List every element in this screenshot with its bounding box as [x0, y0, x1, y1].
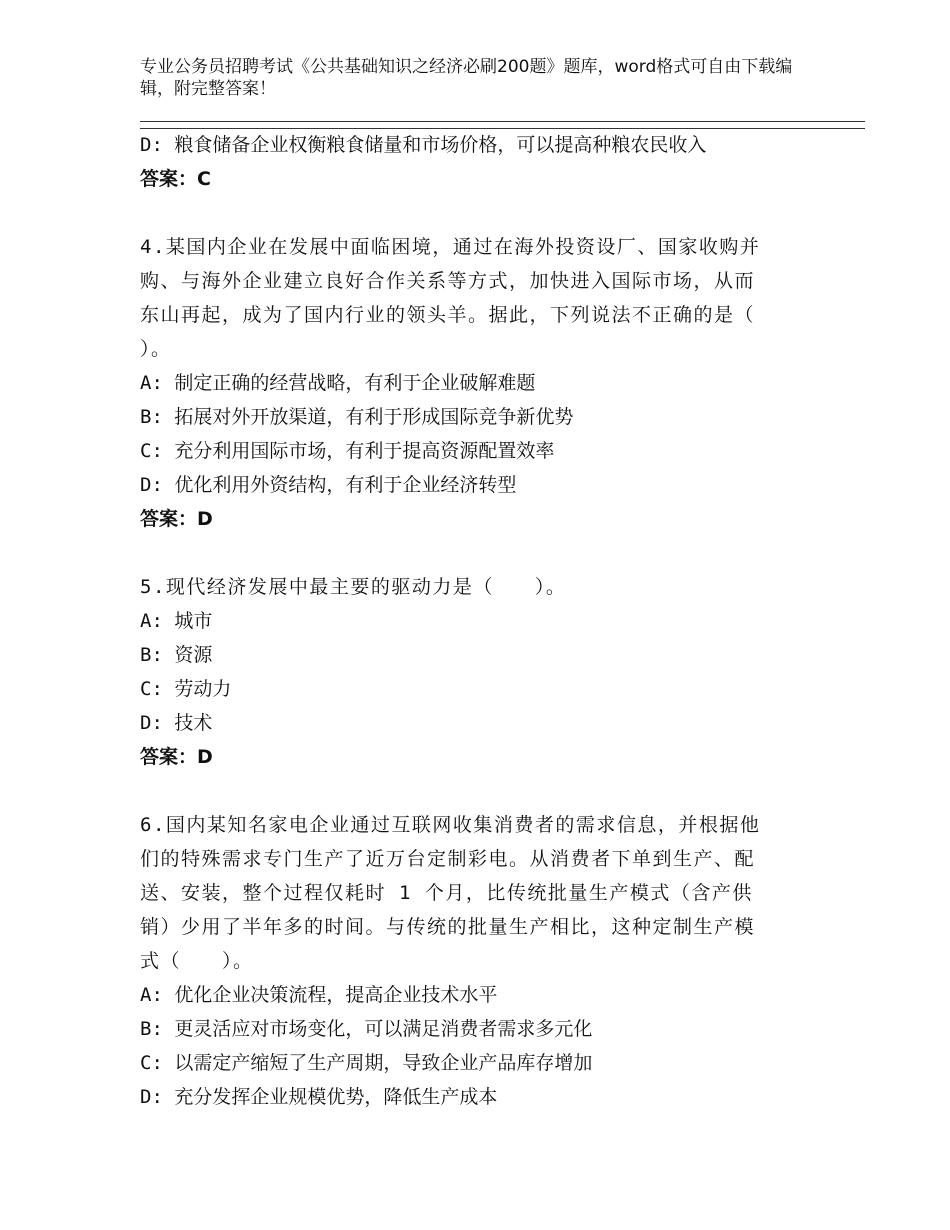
question-6-stem-line-2: 们的特殊需求专门生产了近万台定制彩电。从消费者下单到生产、配 [140, 848, 756, 870]
question-5-option-a: A: 城市 [140, 610, 213, 632]
question-6-option-a: A: 优化企业决策流程，提高企业技术水平 [140, 984, 498, 1006]
question-6-stem-line-1: 6.国内某知名家电企业通过互联网收集消费者的需求信息，并根据他 [140, 814, 761, 836]
question-6 [140, 808, 810, 1114]
question-5-option-d: D: 技术 [140, 712, 213, 734]
question-6-option-c: C: 以需定产缩短了生产周期，导致企业产品库存增加 [140, 1052, 593, 1074]
question-4-option-a: A: 制定正确的经营战略，有利于企业破解难题 [140, 372, 536, 394]
question-5-option-b: B: 资源 [140, 644, 213, 666]
prev-question-option-d: D: 粮食储备企业权衡粮食储量和市场价格，可以提高种粮农民收入 [140, 134, 707, 156]
spacer [140, 774, 810, 808]
question-content [140, 128, 810, 1114]
question-5 [140, 570, 810, 774]
question-4 [140, 230, 810, 536]
question-5-answer: 答案：D [140, 746, 213, 768]
question-5-stem: 5.现代经济发展中最主要的驱动力是（ ）。 [140, 576, 567, 598]
document-header-note: 专业公务员招聘考试《公共基础知识之经济必刷200题》题库，word格式可自由下载编辑，附完整答案！ [140, 57, 793, 99]
spacer [140, 196, 810, 230]
question-4-option-d: D: 优化利用外资结构，有利于企业经济转型 [140, 474, 517, 496]
question-6-stem-line-3: 送、安装，整个过程仅耗时 1 个月，比传统批量生产模式（含产供 [140, 882, 753, 904]
question-4-stem-line-4: ）。 [140, 338, 172, 360]
question-4-stem-line-3: 东山再起，成为了国内行业的领头羊。据此，下列说法不正确的是（ [140, 304, 756, 326]
question-6-option-d: D: 充分发挥企业规模优势，降低生产成本 [140, 1086, 498, 1108]
question-4-option-b: B: 拓展对外开放渠道，有利于形成国际竞争新优势 [140, 406, 574, 428]
question-4-stem-line-1: 4.某国内企业在发展中面临困境，通过在海外投资设厂、国家收购并 [140, 236, 761, 258]
question-5-option-c: C: 劳动力 [140, 678, 232, 700]
question-4-option-c: C: 充分利用国际市场，有利于提高资源配置效率 [140, 440, 555, 462]
question-4-stem-line-2: 购、与海外企业建立良好合作关系等方式，加快进入国际市场，从而 [140, 270, 756, 292]
spacer [140, 536, 810, 570]
question-6-option-b: B: 更灵活应对市场变化，可以满足消费者需求多元化 [140, 1018, 593, 1040]
question-6-stem-line-4: 销）少用了半年多的时间。与传统的批量生产相比，这种定制生产模 [140, 916, 756, 938]
prev-question-answer: 答案：C [140, 168, 211, 190]
question-6-stem-line-5: 式（ ）。 [140, 950, 254, 972]
question-4-answer: 答案：D [140, 508, 213, 530]
